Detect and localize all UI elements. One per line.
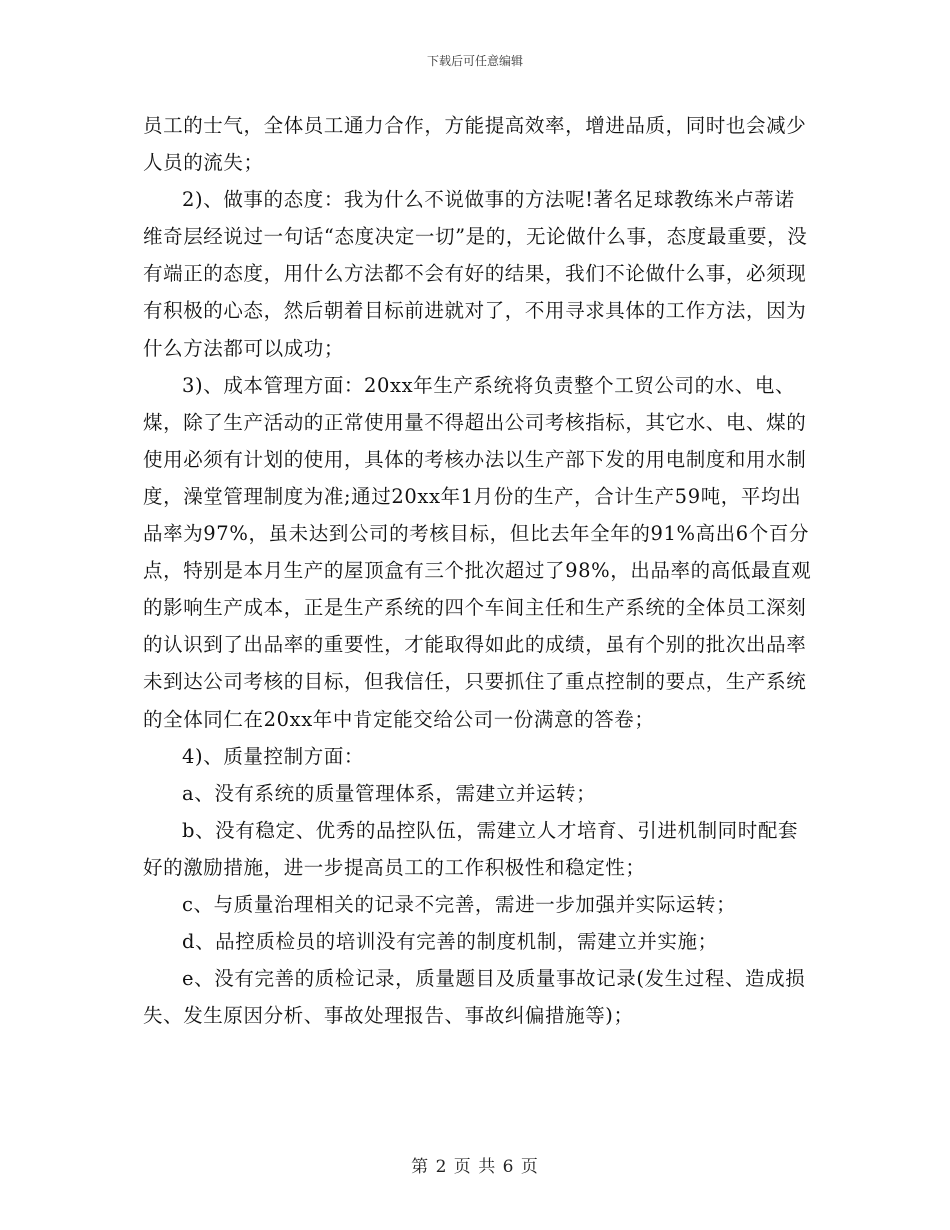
- document-body: [143, 107, 813, 1034]
- paragraph-4: 4)、质量控制方面：: [182, 744, 365, 768]
- page-header: 下载后可任意编辑: [426, 54, 523, 68]
- paragraph-2: 2)、做事的态度：我为什么不说做事的方法呢!著名足球教练米卢蒂诺维奇层经说过一句话“态度决定一切”是的，无论做什么事，态度最重要，没有端正的态度，用什么方法都不会有好的结果，我们不论做什么事，必须现有积极的心态，然后朝着目标前进就对了，不用寻求具体的工作方法，因为什么方法都可以成功；: [143, 188, 808, 360]
- list-item-c: c、与质量治理相关的记录不完善，需进一步加强并实际运转；: [182, 892, 737, 916]
- page-footer: 第 2 页 共 6 页: [411, 1157, 539, 1177]
- list-item-d: d、品控质检员的培训没有完善的制度机制，需建立并实施；: [182, 930, 718, 954]
- paragraph-3: 3)、成本管理方面：20xx年生产系统将负责整个工贸公司的水、电、煤，除了生产活动的正常使用量不得超出公司考核指标，其它水、电、煤的使用必须有计划的使用，具体的考核办法以生产部下发的用电制度和用水制度，澡堂管理制度为准;通过20xx年1月份的生产，合计生产59吨，平均出品率为97%，虽未达到公司的考核目标，但比去年全年的91%高出6个百分点，特别是本月生产的屋顶盒有三个批次超过了98%，出品率的高低最直观的影响生产成本，正是生产系统的四个车间主任和生产系统的全体员工深刻的认识到了出品率的重要性，才能取得如此的成绩，虽有个别的批次出品率未到达公司考核的目标，但我信任，只要抓住了重点控制的要点，生产系统的全体同仁在20xx年中肯定能交给公司一份满意的答卷；: [143, 373, 812, 731]
- list-item-a: a、没有系统的质量管理体系，需建立并运转；: [182, 781, 597, 805]
- paragraph-1: 员工的士气，全体员工通力合作，方能提高效率，增进品质，同时也会减少人员的流失；: [143, 114, 807, 175]
- list-item-b: b、没有稳定、优秀的品控队伍，需建立人才培育、引进机制同时配套好的激励措施，进一步提高员工的工作积极性和稳定性；: [143, 818, 799, 879]
- list-item-e: e、没有完善的质检记录，质量题目及质量事故记录(发生过程、造成损失、发生原因分析、事故处理报告、事故纠偏措施等)；: [143, 967, 806, 1028]
